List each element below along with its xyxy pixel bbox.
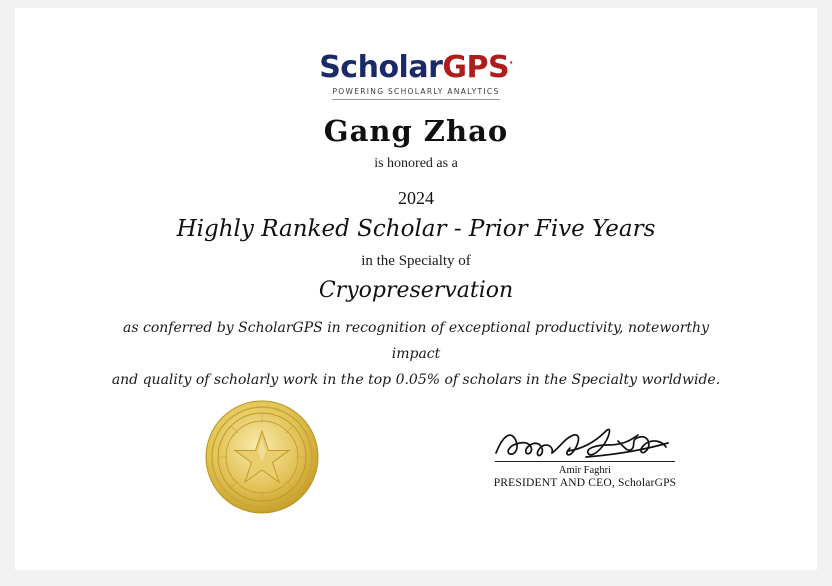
logo-word-scholar: Scholar [319,50,443,85]
award-year: 2024 [398,188,434,208]
scholargps-logo [15,50,817,100]
trademark-icon: · [509,56,513,69]
award-statement [105,316,727,394]
gold-seal-icon [205,400,319,514]
specialty-name: Cryopreservation [318,278,514,303]
award-statement-line-1: as conferred by ScholarGPS in recognition of exceptional productivity, noteworthy impact [123,320,709,362]
logo-divider [332,99,500,100]
award-title: Highly Ranked Scholar - Prior Five Years [176,216,656,242]
honored-line: is honored as a [374,156,458,171]
signature-rule [495,461,675,462]
signatory-name: Amir Faghri [558,465,612,476]
logo-word-gps: GPS [442,50,510,85]
signatory-title: PRESIDENT AND CEO, ScholarGPS [493,477,677,489]
handwritten-signature-icon [490,423,680,465]
specialty-label: in the Specialty of [361,253,471,269]
signature-block [485,423,685,489]
certificate-body [15,8,817,570]
logo-wordmark [319,50,513,85]
award-statement-line-2: and quality of scholarly work in the top 0.05% of scholars in the Specialty worldwide. [111,371,721,388]
recipient-name: Gang Zhao [323,114,509,148]
logo-tagline: POWERING SCHOLARLY ANALYTICS [332,87,500,96]
